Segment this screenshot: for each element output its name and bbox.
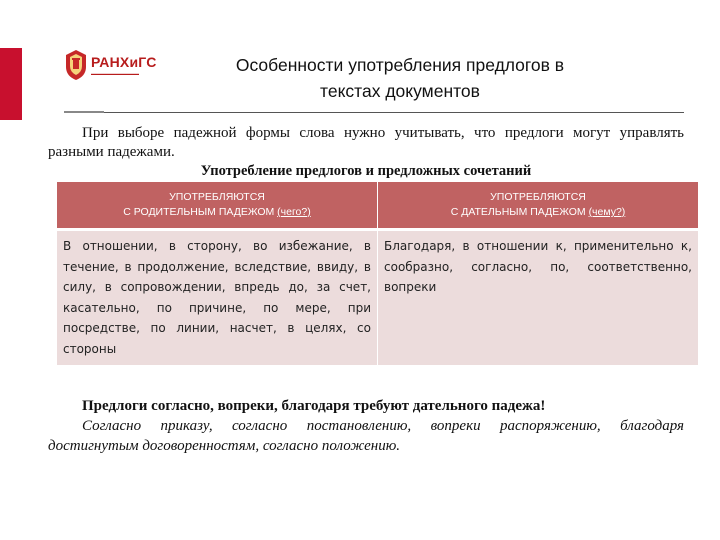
intro-paragraph: При выборе падежной формы слова нужно учитывать, что предлоги могут управлять разными падежами. [48,125,684,160]
prepositions-table [57,182,698,365]
cell-genitive-prepositions: В отношении, в сторону, во избежание, в течение, в продолжение, вследствие, ввиду, в силу, в сопровождении, впредь до, за счет, касательно, по причине, по мере, при посредстве, по линии, насчет, в целях, со стороны [63,239,371,356]
logo-sub: ▬▬▬▬▬▬▬▬▬▬▬▬ [91,70,139,76]
table-header-row [57,182,698,228]
note-rule: Предлоги согласно, вопреки, благодаря требуют дательного падежа! [82,398,546,414]
table-row [57,231,698,365]
column-header-genitive [57,182,377,228]
column-header-line2 [57,205,377,220]
title-line-2: текстах документов [320,81,480,101]
divider-long [104,112,684,113]
column-header-line2 [378,205,698,220]
note-examples: Согласно приказу, согласно постановлению, вопреки распоряжению, благодаря достигнутым договоренностям, согласно положению. [48,418,684,454]
case-question: (чего?) [277,206,311,218]
case-name: С РОДИТЕЛЬНЫМ ПАДЕЖОМ [123,206,275,218]
page-title [180,52,620,104]
emblem-icon [64,49,88,81]
divider-short [64,111,104,113]
case-question: (чему?) [588,206,626,218]
accent-bar [0,48,22,120]
logo-text: РАНХиГС [91,53,157,70]
cell-dative-prepositions: Благодаря, в отношении к, применительно к, сообразно, согласно, по, соответственно, вопреки [384,239,692,294]
table-heading: Употребление предлогов и предложных сочетаний [200,163,532,179]
column-header-line1: УПОТРЕБЛЯЮТСЯ [490,191,586,203]
title-line-1: Особенности употребления предлогов в [235,55,565,75]
note-block [48,396,684,456]
case-name: С ДАТЕЛЬНЫМ ПАДЕЖОМ [450,206,586,218]
column-header-dative [378,182,698,228]
column-header-line1: УПОТРЕБЛЯЮТСЯ [169,191,265,203]
ranepa-logo [64,46,162,84]
